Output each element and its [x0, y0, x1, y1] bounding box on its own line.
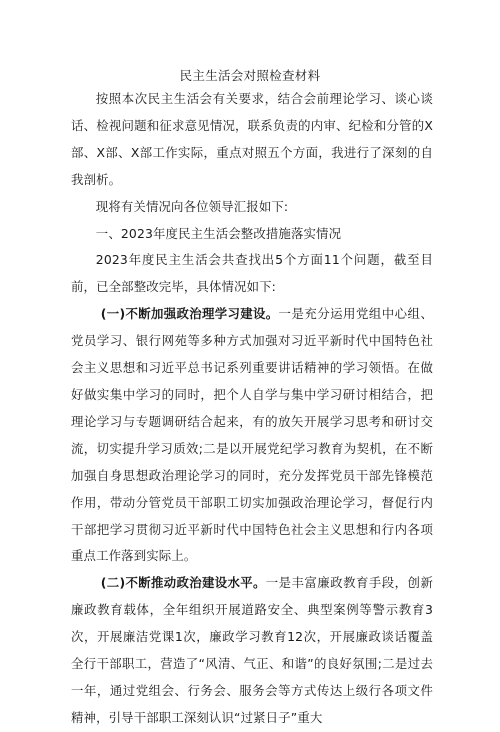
issue-2-heading: (二)不断推动政治建设水平。 [100, 575, 266, 591]
summary-paragraph: 2023年度民主生活会共查找出5个方面11个问题，截至目前，已全部整改完毕，具体情况如下: [71, 252, 433, 295]
issue-1-heading: (一)不断加强政治理学习建设。 [100, 306, 279, 322]
issue-paragraph-1 [71, 301, 433, 570]
report-lead-paragraph: 现将有关情况向各位领导汇报如下: [95, 198, 289, 214]
document-title: 民主生活会对照检查材料 [179, 68, 321, 83]
issue-2-body: 一是丰富廉政教育手段，创新廉政教育载体，全年组织开展道路安全、典型案例等警示教育3次，开展廉洁党课1次，廉政学习教育12次，开展廉政谈话覆盖全行干部职工，营造了“风清、气正、和谐”的良好氛围;二是过去一年，通过党组会、行务会、服务会等方式传达上级行各项文件精神，引导干部职工深刻认识“过紧日子”重大 [71, 575, 433, 725]
document-body [71, 86, 433, 732]
issue-1-body: 一是充分运用党组中心组、党员学习、银行网苑等多种方式加强对习近平新时代中国特色社会主义思想和习近平总书记系列重要讲话精神的学习领悟。在做好做实集中学习的同时，把个人自学与集中学习研讨相结合，把理论学习与专题调研结合起来，有的放矢开展学习思考和研讨交流，切实提升学习质效;二是以开展党纪学习教育为契机，在不断加强自身思想政治理论学习的同时，充分发挥党员干部先锋模范作用，带动分管党员干部职工切实加强政治理论学习，督促行内干部把学习贯彻习近平新时代中国特色社会主义思想和行内各项重点工作落到实际上。 [71, 306, 433, 564]
issue-paragraph-2 [71, 570, 433, 731]
intro-paragraph: 按照本次民主生活会有关要求，结合会前理论学习、谈心谈话、检视问题和征求意见情况，联系负责的内审、纪检和分管的X部、X部、X部工作实际，重点对照五个方面，我进行了深刻的自我剖析。 [71, 91, 433, 187]
section-heading: 一、2023年度民主生活会整改措施落实情况 [95, 225, 342, 241]
